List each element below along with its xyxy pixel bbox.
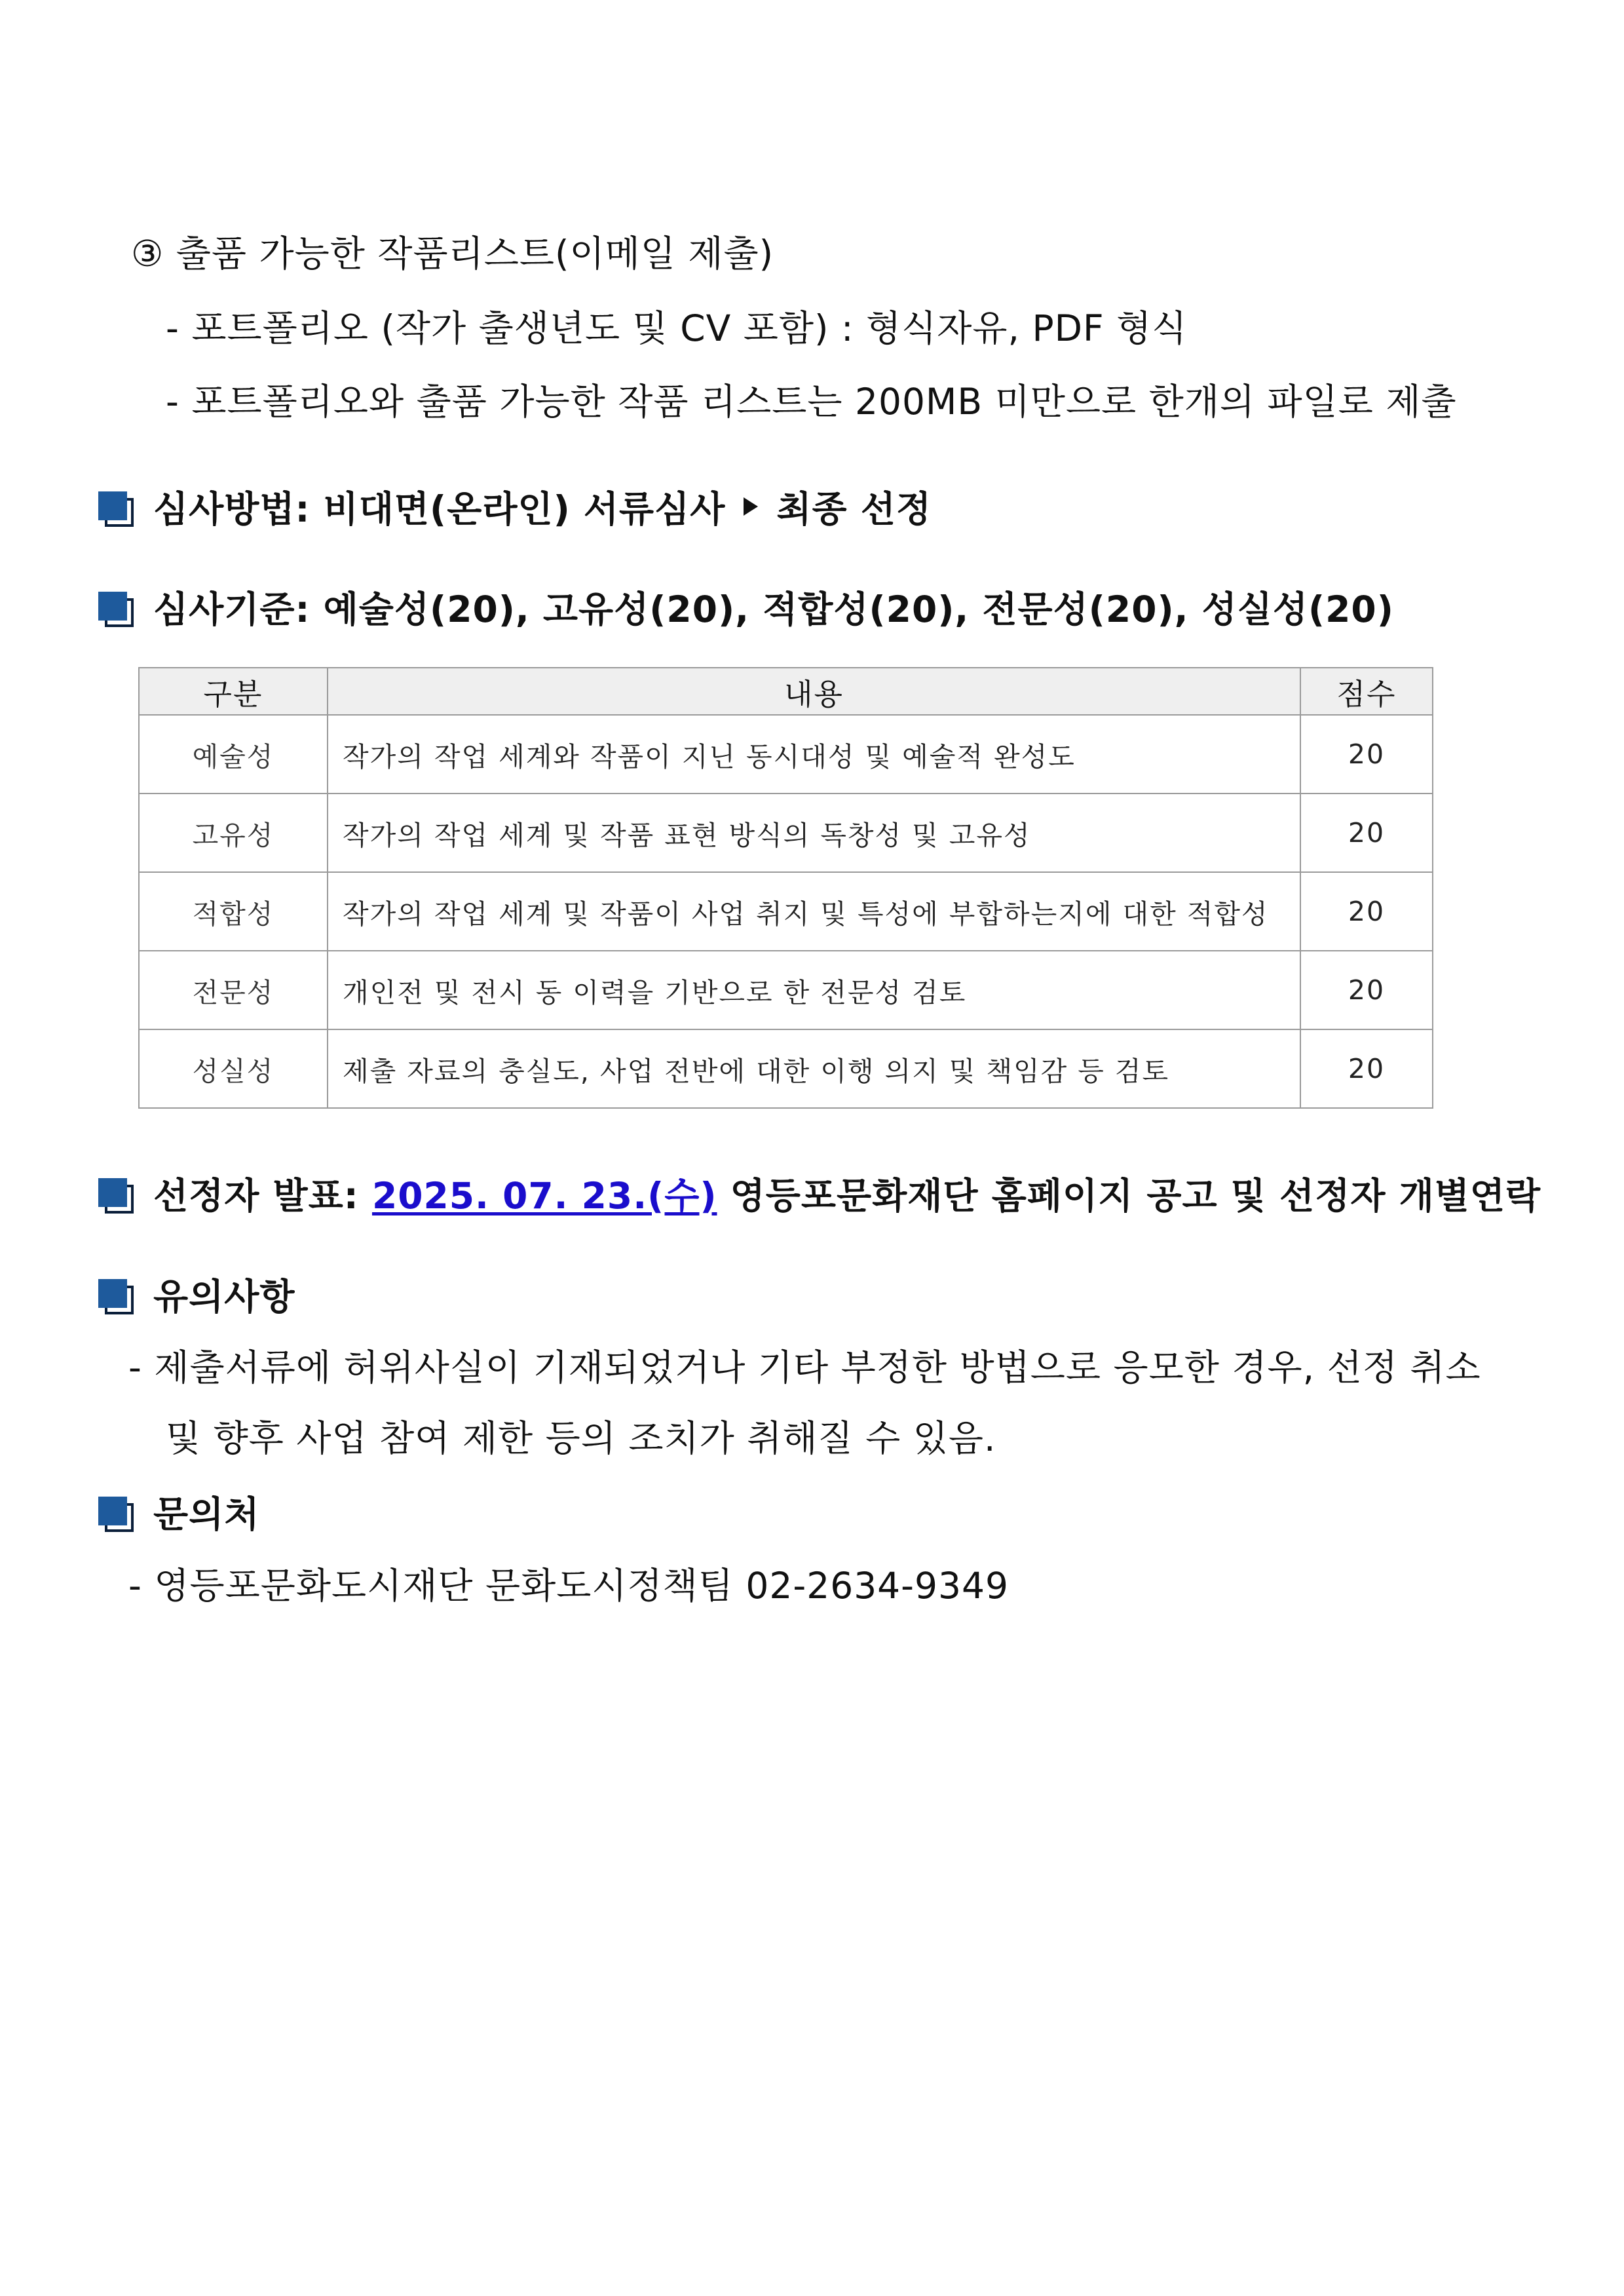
square-bullet-icon: [98, 1279, 134, 1314]
row-description: 작가의 작업 세계와 작품이 지닌 동시대성 및 예술적 완성도: [328, 715, 1300, 794]
row-score: 20: [1300, 1029, 1433, 1108]
table-header-row: [139, 668, 1433, 715]
row-score: 20: [1300, 951, 1433, 1029]
row-description: 작가의 작업 세계 및 작품 표현 방식의 독창성 및 고유성: [328, 794, 1300, 872]
row-category: 성실성: [139, 1029, 328, 1108]
header-score: 점수: [1300, 668, 1433, 715]
announcement-heading: [98, 1173, 1541, 1219]
notes-label: 유의사항: [153, 1276, 295, 1318]
row-category: 전문성: [139, 951, 328, 1029]
notes-line-1: - 제출서류에 허위사실이 기재되었거나 기타 부정한 방법으로 응모한 경우, 선정 취소: [128, 1347, 1481, 1388]
review-method-result: 최종 선정: [776, 488, 932, 530]
row-description: 개인전 및 전시 동 이력을 기반으로 한 전문성 검토: [328, 951, 1300, 1029]
square-bullet-icon: [98, 1178, 134, 1214]
right-triangle-icon: [744, 497, 758, 516]
table-row: [139, 872, 1433, 951]
review-criteria-heading: [98, 586, 1394, 632]
contact-line: - 영등포문화도시재단 문화도시정책팀 02-2634-9349: [128, 1565, 1009, 1607]
row-description: 제출 자료의 충실도, 사업 전반에 대한 이행 의지 및 책임감 등 검토: [328, 1029, 1300, 1108]
contact-heading: [98, 1491, 259, 1537]
criteria-table: [138, 667, 1433, 1109]
header-description: 내용: [328, 668, 1300, 715]
table-row: [139, 951, 1433, 1029]
announcement-rest: 영등포문화재단 홈페이지 공고 및 선정자 개별연락: [717, 1175, 1541, 1217]
sub-item-portfolio: - 포트폴리오 (작가 출생년도 및 CV 포함) : 형식자유, PDF 형식: [166, 307, 1188, 349]
contact-label: 문의처: [153, 1493, 260, 1535]
notes-heading: [98, 1274, 295, 1320]
sub-item-file-limit: - 포트폴리오와 출품 가능한 작품 리스트는 200MB 미만으로 한개의 파일로 제출: [166, 381, 1457, 423]
row-score: 20: [1300, 794, 1433, 872]
table-row: [139, 794, 1433, 872]
square-bullet-icon: [98, 1497, 134, 1532]
review-method-label: 심사방법: 비대면(온라인) 서류심사: [153, 488, 726, 530]
announcement-date-link[interactable]: 2025. 07. 23.(수): [371, 1175, 717, 1217]
header-category: 구분: [139, 668, 328, 715]
row-category: 예술성: [139, 715, 328, 794]
row-description: 작가의 작업 세계 및 작품이 사업 취지 및 특성에 부합하는지에 대한 적합성: [328, 872, 1300, 951]
table-row: [139, 1029, 1433, 1108]
list-item-3: ③ 출품 가능한 작품리스트(이메일 제출): [131, 233, 774, 275]
review-method-heading: [98, 486, 932, 532]
square-bullet-icon: [98, 491, 134, 527]
notes-line-2: 및 향후 사업 참여 제한 등의 조치가 취해질 수 있음.: [166, 1417, 996, 1459]
row-category: 고유성: [139, 794, 328, 872]
row-score: 20: [1300, 715, 1433, 794]
row-score: 20: [1300, 872, 1433, 951]
square-bullet-icon: [98, 592, 134, 627]
table-row: [139, 715, 1433, 794]
announcement-label: 선정자 발표:: [153, 1175, 372, 1217]
review-criteria-label: 심사기준: 예술성(20), 고유성(20), 적합성(20), 전문성(20), 성실성(20): [153, 588, 1394, 630]
row-category: 적합성: [139, 872, 328, 951]
